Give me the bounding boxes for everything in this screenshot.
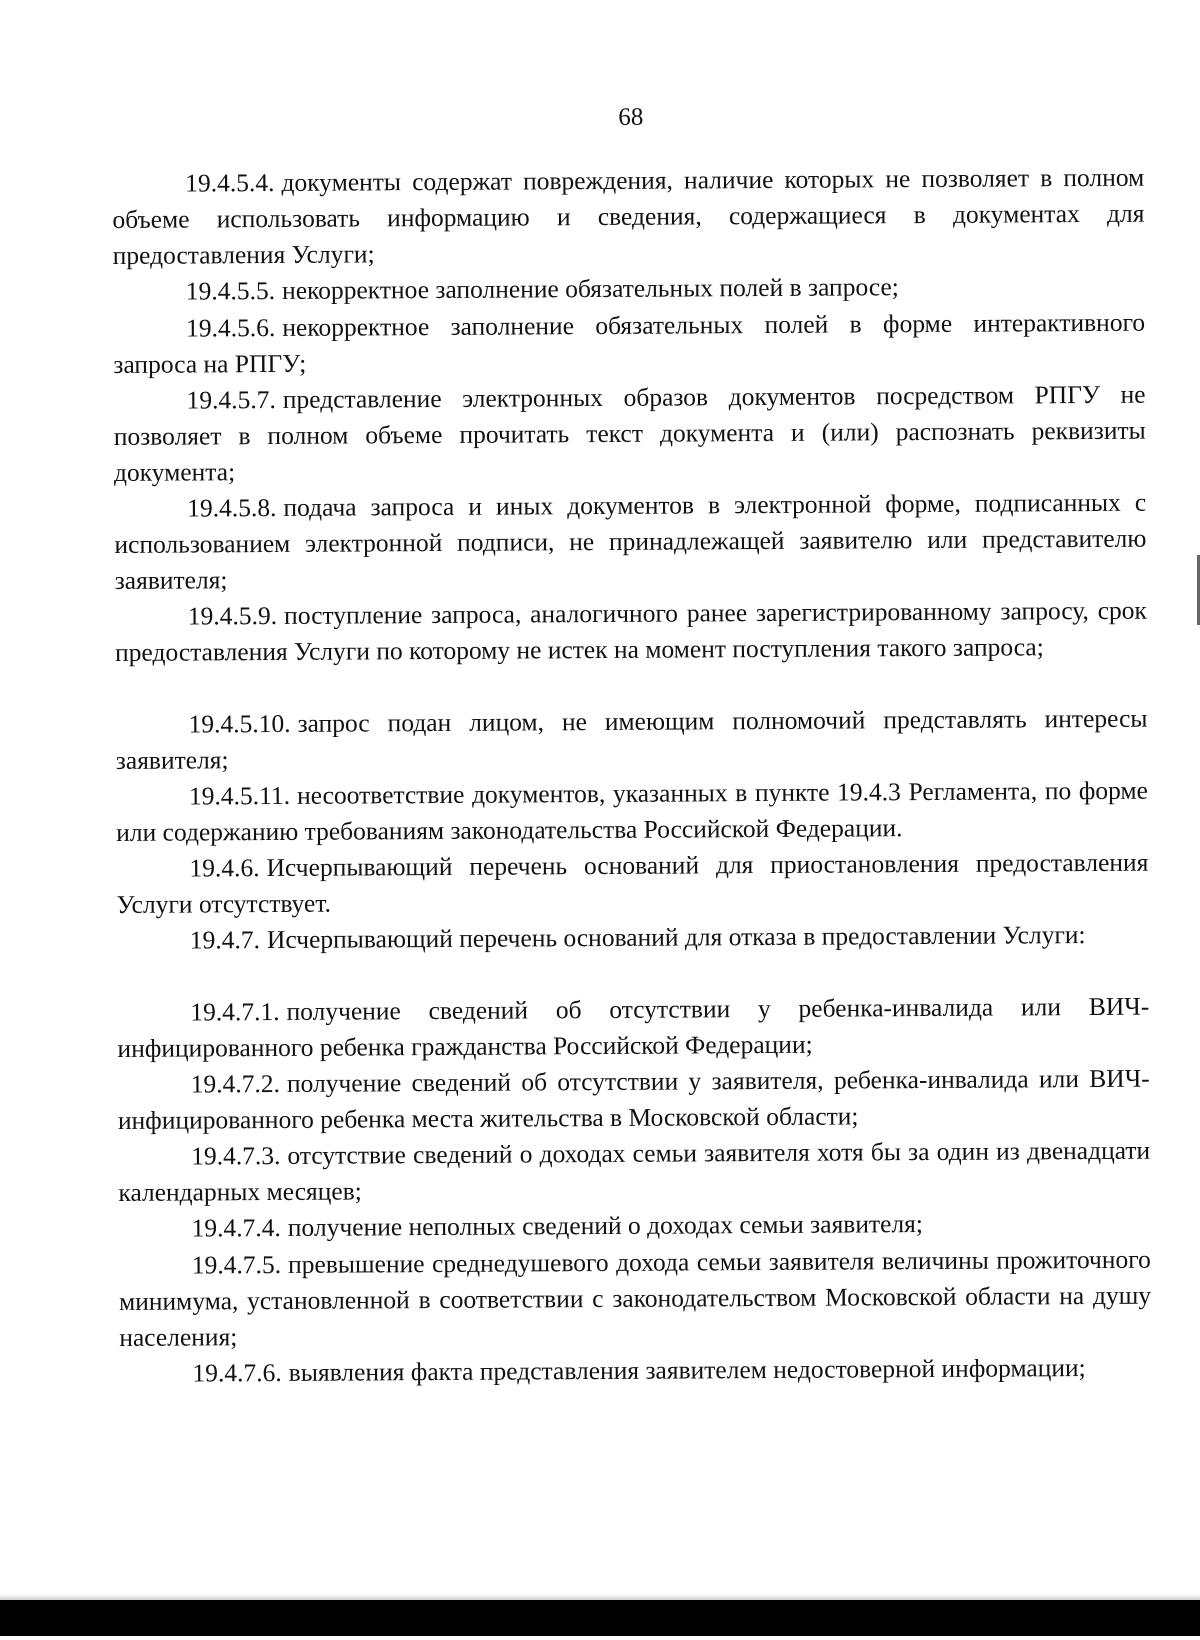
paragraph-number: 19.4.5.5. [185,275,276,306]
paragraph-text: несоответствие документов, указанных в пункте 19.4.3 Регламента, по форме или содержанию требованиям законодательства Российской Федерации. [116,775,1149,847]
paragraph-text: некорректное заполнение обязательных полей в форме интерактивного запроса на РПГУ; [113,307,1146,379]
paragraph-text: получение неполных сведений о доходах семьи заявителя; [287,1209,924,1242]
page-number: 68 [618,103,644,131]
paragraph-number: 19.4.7.5. [191,1249,282,1280]
paragraph-text: представление электронных образов документов посредством РПГУ не позволяет в полном объеме прочитать текст документа и (или) распознать реквизиты документа; [113,379,1146,487]
paragraph-text: Исчерпывающий перечень оснований для отказа в предоставлении Услуги: [266,920,1086,955]
paragraph-19-4-5-7 [113,377,1146,491]
paragraph-number: 19.4.7.3. [191,1140,281,1171]
paragraph-19-4-5-9 [115,593,1147,671]
paragraph-number: 19.4.5.6. [186,312,276,343]
paragraph-19-4-7-4 [119,1205,1151,1247]
paragraph-19-4-5-5 [113,268,1145,310]
paragraph-text: некорректное заполнение обязательных полей в запросе; [282,272,899,305]
paragraph-text: документы содержат повреждения, наличие которых не позволяет в полном объеме использовать информацию и сведения, содержащиеся в документах для предоставления Услуги; [112,162,1145,270]
paragraph-text: получение сведений об отсутствии у заявителя, ребенка-инвалида или ВИЧ-инфицированного ребенка места жительства в Московской области; [117,1063,1150,1135]
paragraph-number: 19.4.5.10. [188,708,291,739]
paragraph-number: 19.4.5.8. [187,492,277,523]
paragraph-number: 19.4.6. [189,853,260,883]
paragraph-text: получение сведений об отсутствии у ребенка-инвалида или ВИЧ-инфицированного ребенка гражданства Российской Федерации; [117,991,1150,1063]
paragraph-19-4-6 [116,845,1148,923]
paragraph-text: подача запроса и иных документов в электронной форме, подписанных с использованием электронной подписи, не принадлежащей заявителю или представителю заявителя; [114,487,1147,595]
paragraph-19-4-5-11 [116,773,1148,851]
paragraph-text: поступление запроса, аналогичного ранее зарегистрированному запросу, срок предоставления Услуги по которому не истек на момент поступления такого запроса; [115,595,1147,667]
paragraph-number: 19.4.5.7. [186,384,276,415]
paragraph-text: Исчерпывающий перечень оснований для приостановления предоставления Услуги отсутствует. [116,847,1149,919]
paragraph-number: 19.4.7.6. [192,1357,282,1388]
paragraph-19-4-5-4 [112,160,1145,274]
paragraph-text: отсутствие сведений о доходах семьи заявителя хотя бы за один из двенадцати календарных месяцев; [118,1135,1151,1207]
paragraph-19-4-5-10 [115,701,1147,779]
paragraph-19-4-7-6 [119,1350,1151,1392]
paragraph-number: 19.4.7.1. [190,996,280,1027]
paragraph-19-4-7-1 [117,989,1149,1067]
paragraph-number: 19.4.5.4. [185,167,275,198]
paragraph-19-4-7-2 [118,1061,1150,1139]
paragraph-number: 19.4.7. [189,925,261,955]
paragraph-19-4-5-6 [113,305,1145,383]
scan-bottom-edge [0,1600,1200,1636]
paragraph-text: запрос подан лицом, не имеющим полномочий представлять интересы заявителя; [115,703,1148,775]
paragraph-number: 19.4.7.2. [190,1068,281,1099]
paragraph-19-4-7 [117,917,1149,959]
paragraph-19-4-7-3 [118,1133,1150,1211]
paragraph-number: 19.4.5.11. [188,780,291,811]
paragraph-19-4-5-8 [114,485,1147,599]
paragraph-text: превышение среднедушевого дохода семьи заявителя величины прожиточного минимума, установленной в соответствии с законодательством Московской области на душу населения; [118,1244,1152,1352]
paragraph-number: 19.4.7.4. [191,1212,281,1243]
paragraph-19-4-7-5 [119,1242,1152,1356]
paragraph-text: выявления факта представления заявителем недостоверной информации; [288,1353,1086,1387]
paragraph-number: 19.4.5.9. [187,600,278,631]
